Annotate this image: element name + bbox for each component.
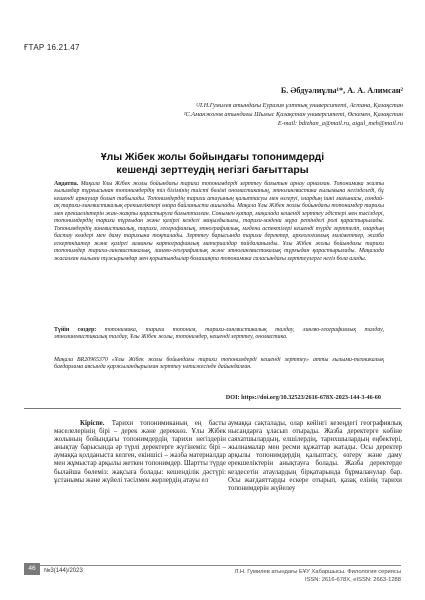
affiliations — [113, 101, 403, 128]
udc-code: ҒТАР 16.21.47 — [24, 43, 80, 52]
title-line-2: кешенді зерттеудің негізгі бағыттары — [116, 164, 309, 176]
abstract-text: Мақала Ұлы Жібек жолы бойындағы тарихи топонимдерді зерттеу бағытын арнау арналған. Топонимика жалпы ғылымдар тұрғысынан топонимдердің тіл білімінің тиісті бөлімі ономастиканың, этнолингвистика ғылымына негізделеді, бұ кешенді арнаулар болып табылады. Топонимдердің тарихи атауының қалыптасуы мен өзгеруі, олардың ішкі мағынасы, сондай-ақ тарихи-лингвистикалық ерекшеліктері өзара байланыста ашылады. Мақала Ұлы Жібек жолы бойындағы топонимдер тарихы мен ерекшеліктерін жан-жақты қарастыруға бағытталған. Сонымен қатар, мақалада кешенді зерттеу әдістері мен тәсілдері, топонимдердің тарихи тұрғыдан және қазіргі кездегі маңыздылығы, тарихи-мәдени мұра ретіндегі ролі қарастырылады. Топонимдердің лингвистикалық, тарихи, географиялық, этнографиялық, мәдени аспектілері кешенді түрде зерттеліп, олардың бастау көздері мен даму тарихына тоқталады. Зерттеу барысында тарихи деректер, археологиялық мәліметтер, жазба ескерткіштер және қазіргі заманғы картографиялық материалдар пайдаланылды. Ұлы Жібек жолы бойындағы тарихи топонимдер тарихи-лингвистикалық, лингво-географиялық және этнолингвистикалық тұрғыдан қарастырылады. Мақалада жасалған ғылыми тұжырымдар мен қорытындылар болашақта топонимика саласындағы зерттеулерге негіз бола алады. — [54, 181, 384, 262]
affiliation-1: ¹Л.Н.Гумилев атындағы Еуразия ұлттық университеті, Астана, Қазақстан — [195, 102, 403, 109]
body-column-right — [228, 420, 402, 493]
authors: Б. Әбдуәлиұлы¹*, А. А. Алимсан² — [280, 86, 403, 95]
journal-name: Л.Н. Гумилев атындағы ЕҰУ Хабаршысы. Филология сериясы — [234, 569, 401, 575]
journal-issn: ISSN: 2616-678X, eISSN: 2663-1288 — [304, 576, 401, 583]
body-column-left — [54, 420, 226, 485]
abstract — [54, 181, 384, 263]
title-line-1: Ұлы Жібек жолы бойындағы топонимдерді — [100, 152, 325, 163]
introduction-heading: Кіріспе. — [80, 420, 105, 427]
keywords — [54, 327, 384, 342]
doi-link[interactable]: DOI: https://doi.org/10.32523/2616-678X-2023-144-3-46-60 — [225, 394, 381, 401]
author-emails: E-mail: bdizhan_a@mail.ru, aigul_meh@mail.ru — [277, 120, 403, 127]
body-right-text: аумаққа сақталады, олар кейінгі кезеңдегі географиялық нысандарға ұласып отырады. Жазба деректерге көбіне саяхатшылардың, елшілердің, тарихшылардың еңбектері, жылнамалар мен ресми құжаттар жатады. Осы деректер арқылы топонимдердің қалыптасу, өзгеру және даму ерекшеліктерін анықтауға болады. Жазба деректерде кездесетін атаулардың бірқатарында бұрмаланулар бар. Осы жағдаяттарды ескере отырып, қазақ елінің тарихи топонимдерін жүйелеу — [228, 420, 402, 492]
article-title — [0, 152, 425, 177]
journal-info — [234, 569, 401, 584]
funding-note: Мақала BR20965370 «Ұлы Жібек жолы бойындағы тарихи топонимдерді кешенді зерттеу» атты ғылыми-техникалық бағдарлама аясында қаржыландырылған зерттеу нәтижесінде дайындалған. — [54, 357, 384, 371]
body-left-text: Тарихи топонимиканың ең басты мәселелерінің бірі – дерек және дереккөз. Ұлы Жібек жолының бойындағы топонимдердің тарихи негіздерін анықтау барысында әр түрлі деректерге жүгінеміз: бірі – аумаққа қолданыста келген, екіншісі – жазба материалдар мен жұмыстар арқылы жеткен топонимдер. Шартты түрде былайша бөлеміз: жақсыға болады: кешенділік дәстүрі: ұстанымы және жүйелі тәсілмен жерлердің атауы ел — [54, 420, 226, 484]
section-divider — [24, 408, 401, 409]
issue-number: №3(144)/2023 — [44, 568, 83, 574]
footer-divider — [24, 565, 401, 566]
keywords-text: топонимика, тарихи топоним, тарихи-лингвистикалық талдау, лингво-географиялық талдау, этнолингвистикалық талдау, Ұлы Жібек жолы, топонимдер, кешенді зерттеу, ономастика. — [54, 327, 384, 341]
page-number: 46 — [24, 563, 40, 575]
affiliation-2: ²С.Аманжолов атындағы Шығыс Қазақстан университеті, Өскемен, Қазақстан — [183, 111, 403, 118]
abstract-label: Аңдатпа. — [54, 181, 79, 187]
keywords-label: Түйін сөздер: — [54, 327, 97, 333]
